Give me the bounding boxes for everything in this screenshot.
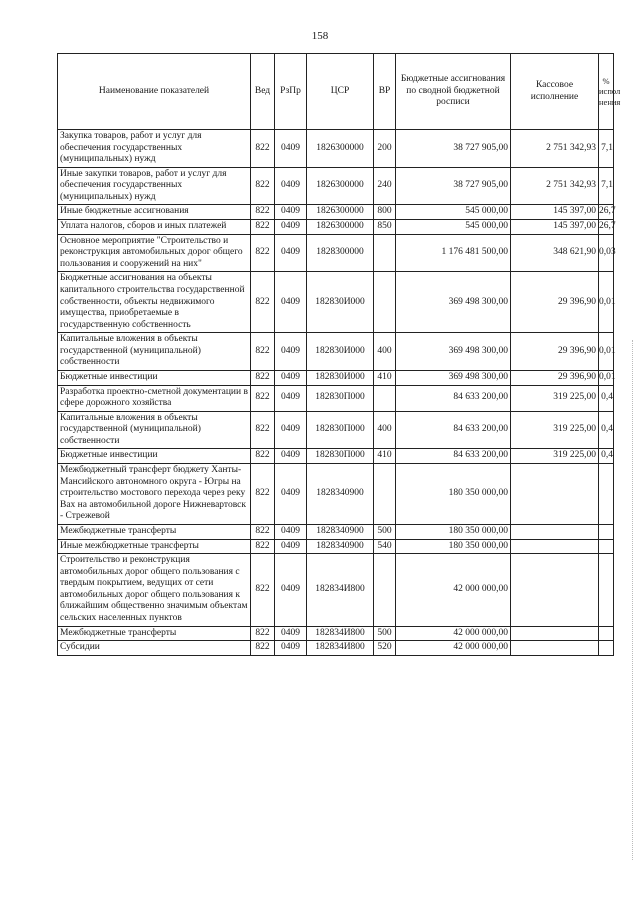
table-row xyxy=(58,524,614,539)
table-row xyxy=(58,464,614,525)
cell-cash: 2 751 342,93 xyxy=(511,167,599,205)
page-number: 158 xyxy=(311,30,329,42)
cell-csr: 182830И000 xyxy=(307,370,374,385)
cell-pct: 7,1 xyxy=(599,130,614,168)
cell-pct: 0,4 xyxy=(599,449,614,464)
table-row xyxy=(58,411,614,449)
cell-cash xyxy=(511,626,599,641)
cell-name: Уплата налогов, сборов и иных платежей xyxy=(58,220,251,235)
cell-vr: 200 xyxy=(374,130,396,168)
table-row xyxy=(58,234,614,272)
cell-rzpr: 0409 xyxy=(275,333,307,371)
table-row xyxy=(58,167,614,205)
cell-vr: 520 xyxy=(374,641,396,656)
cell-vr xyxy=(374,234,396,272)
table-row xyxy=(58,205,614,220)
cell-name: Бюджетные ассигнования на объекты капитального строительства государственной собственности, объекты недвижимого имущества, приобретаемые в государственную собственность xyxy=(58,272,251,333)
cell-cash: 2 751 342,93 xyxy=(511,130,599,168)
cell-csr: 1826300000 xyxy=(307,220,374,235)
header-pct: % испол нения xyxy=(599,54,614,130)
cell-rzpr: 0409 xyxy=(275,272,307,333)
cell-pct xyxy=(599,554,614,626)
cell-pct: 0,01 xyxy=(599,333,614,371)
cell-csr: 182834И800 xyxy=(307,626,374,641)
cell-cash: 145 397,00 xyxy=(511,220,599,235)
cell-pct: 0,4 xyxy=(599,385,614,411)
cell-ved: 822 xyxy=(251,220,275,235)
cell-csr: 182830П000 xyxy=(307,411,374,449)
cell-budget: 42 000 000,00 xyxy=(396,626,511,641)
cell-budget: 84 633 200,00 xyxy=(396,411,511,449)
cell-csr: 1826300000 xyxy=(307,167,374,205)
table-row xyxy=(58,626,614,641)
cell-csr: 182830П000 xyxy=(307,385,374,411)
cell-ved: 822 xyxy=(251,370,275,385)
cell-rzpr: 0409 xyxy=(275,385,307,411)
cell-csr: 1826300000 xyxy=(307,205,374,220)
cell-pct xyxy=(599,626,614,641)
cell-vr: 410 xyxy=(374,449,396,464)
cell-rzpr: 0409 xyxy=(275,130,307,168)
cell-name: Капитальные вложения в объекты государственной (муниципальной) собственности xyxy=(58,411,251,449)
cell-vr: 540 xyxy=(374,539,396,554)
cell-csr: 1828340900 xyxy=(307,464,374,525)
cell-cash xyxy=(511,554,599,626)
cell-csr: 1828300000 xyxy=(307,234,374,272)
cell-rzpr: 0409 xyxy=(275,411,307,449)
cell-pct xyxy=(599,539,614,554)
cell-budget: 180 350 000,00 xyxy=(396,524,511,539)
header-budget: Бюджетные ассигнования по сводной бюджетной росписи xyxy=(396,54,511,130)
cell-pct xyxy=(599,464,614,525)
cell-csr: 182834И800 xyxy=(307,641,374,656)
cell-name: Разработка проектно-сметной документации в сфере дорожного хозяйства xyxy=(58,385,251,411)
cell-csr: 182830И000 xyxy=(307,272,374,333)
cell-rzpr: 0409 xyxy=(275,626,307,641)
cell-cash: 145 397,00 xyxy=(511,205,599,220)
cell-ved: 822 xyxy=(251,626,275,641)
header-csr: ЦСР xyxy=(307,54,374,130)
cell-ved: 822 xyxy=(251,130,275,168)
table-row xyxy=(58,385,614,411)
table-row xyxy=(58,272,614,333)
cell-budget: 42 000 000,00 xyxy=(396,554,511,626)
table-row xyxy=(58,220,614,235)
cell-name: Основное мероприятие "Строительство и реконструкция автомобильных дорог общего пользования и сооружений на них" xyxy=(58,234,251,272)
cell-cash: 319 225,00 xyxy=(511,411,599,449)
cell-pct: 0,4 xyxy=(599,411,614,449)
cell-pct: 0,01 xyxy=(599,272,614,333)
cell-vr: 500 xyxy=(374,524,396,539)
header-ved: Вед xyxy=(251,54,275,130)
cell-rzpr: 0409 xyxy=(275,234,307,272)
cell-name: Бюджетные инвестиции xyxy=(58,370,251,385)
cell-name: Межбюджетные трансферты xyxy=(58,626,251,641)
header-vr: ВР xyxy=(374,54,396,130)
cell-budget: 545 000,00 xyxy=(396,205,511,220)
cell-vr: 400 xyxy=(374,333,396,371)
cell-budget: 1 176 481 500,00 xyxy=(396,234,511,272)
table-row xyxy=(58,333,614,371)
cell-rzpr: 0409 xyxy=(275,539,307,554)
cell-cash xyxy=(511,464,599,525)
cell-budget: 84 633 200,00 xyxy=(396,449,511,464)
budget-execution-table xyxy=(57,53,621,656)
cell-cash: 319 225,00 xyxy=(511,385,599,411)
cell-budget: 84 633 200,00 xyxy=(396,385,511,411)
cell-csr: 1828340900 xyxy=(307,524,374,539)
cell-ved: 822 xyxy=(251,234,275,272)
cell-budget: 369 498 300,00 xyxy=(396,333,511,371)
cell-cash xyxy=(511,539,599,554)
cell-vr xyxy=(374,464,396,525)
cell-rzpr: 0409 xyxy=(275,641,307,656)
table-body xyxy=(58,130,614,656)
cell-budget: 369 498 300,00 xyxy=(396,370,511,385)
table-row xyxy=(58,370,614,385)
cell-budget: 545 000,00 xyxy=(396,220,511,235)
cell-cash: 319 225,00 xyxy=(511,449,599,464)
cell-cash: 29 396,90 xyxy=(511,272,599,333)
cell-rzpr: 0409 xyxy=(275,554,307,626)
cell-budget: 38 727 905,00 xyxy=(396,167,511,205)
cell-budget: 369 498 300,00 xyxy=(396,272,511,333)
page-edge-mark xyxy=(632,340,634,860)
cell-pct xyxy=(599,641,614,656)
cell-ved: 822 xyxy=(251,641,275,656)
table-row xyxy=(58,449,614,464)
cell-csr: 182830П000 xyxy=(307,449,374,464)
cell-csr: 1828340900 xyxy=(307,539,374,554)
cell-pct: 26,7 xyxy=(599,220,614,235)
cell-ved: 822 xyxy=(251,524,275,539)
cell-ved: 822 xyxy=(251,272,275,333)
cell-rzpr: 0409 xyxy=(275,370,307,385)
cell-name: Иные бюджетные ассигнования xyxy=(58,205,251,220)
cell-name: Иные закупки товаров, работ и услуг для обеспечения государственных (муниципальных) нужд xyxy=(58,167,251,205)
table-row xyxy=(58,641,614,656)
cell-vr: 800 xyxy=(374,205,396,220)
table-row xyxy=(58,130,614,168)
cell-name: Бюджетные инвестиции xyxy=(58,449,251,464)
cell-ved: 822 xyxy=(251,333,275,371)
cell-ved: 822 xyxy=(251,464,275,525)
cell-vr: 850 xyxy=(374,220,396,235)
cell-vr xyxy=(374,554,396,626)
header-rzpr: РзПр xyxy=(275,54,307,130)
cell-pct: 0,01 xyxy=(599,370,614,385)
cell-budget: 38 727 905,00 xyxy=(396,130,511,168)
cell-vr: 410 xyxy=(374,370,396,385)
cell-pct: 0,03 xyxy=(599,234,614,272)
cell-rzpr: 0409 xyxy=(275,220,307,235)
cell-cash: 348 621,90 xyxy=(511,234,599,272)
cell-rzpr: 0409 xyxy=(275,167,307,205)
cell-name: Межбюджетный трансферт бюджету Ханты-Мансийского автономного округа - Югры на строительство мостового перехода через реку Вах на автомобильной дороге Нижневартовск - Стрежевой xyxy=(58,464,251,525)
cell-pct: 7,1 xyxy=(599,167,614,205)
cell-ved: 822 xyxy=(251,385,275,411)
cell-name: Строительство и реконструкция автомобильных дорог общего пользования с твердым покрытием, ведущих от сети автомобильных дорог общего пользования к ближайшим общественно значимым объектам сельских населенных пунктов xyxy=(58,554,251,626)
cell-pct xyxy=(599,524,614,539)
header-cash: Кассовое исполнение xyxy=(511,54,599,130)
cell-budget: 180 350 000,00 xyxy=(396,539,511,554)
table-row xyxy=(58,554,614,626)
cell-cash xyxy=(511,641,599,656)
cell-ved: 822 xyxy=(251,539,275,554)
cell-ved: 822 xyxy=(251,554,275,626)
cell-vr xyxy=(374,272,396,333)
cell-ved: 822 xyxy=(251,449,275,464)
cell-csr: 182830И000 xyxy=(307,333,374,371)
cell-ved: 822 xyxy=(251,167,275,205)
cell-rzpr: 0409 xyxy=(275,464,307,525)
cell-budget: 180 350 000,00 xyxy=(396,464,511,525)
cell-csr: 1826300000 xyxy=(307,130,374,168)
cell-cash xyxy=(511,524,599,539)
cell-name: Закупка товаров, работ и услуг для обеспечения государственных (муниципальных) нужд xyxy=(58,130,251,168)
cell-budget: 42 000 000,00 xyxy=(396,641,511,656)
header-name: Наименование показателей xyxy=(58,54,251,130)
table-header-row xyxy=(58,54,614,130)
cell-rzpr: 0409 xyxy=(275,524,307,539)
cell-rzpr: 0409 xyxy=(275,449,307,464)
cell-name: Капитальные вложения в объекты государственной (муниципальной) собственности xyxy=(58,333,251,371)
cell-vr: 400 xyxy=(374,411,396,449)
cell-ved: 822 xyxy=(251,205,275,220)
cell-cash: 29 396,90 xyxy=(511,333,599,371)
cell-vr xyxy=(374,385,396,411)
cell-name: Иные межбюджетные трансферты xyxy=(58,539,251,554)
cell-name: Субсидии xyxy=(58,641,251,656)
cell-csr: 182834И800 xyxy=(307,554,374,626)
cell-name: Межбюджетные трансферты xyxy=(58,524,251,539)
cell-cash: 29 396,90 xyxy=(511,370,599,385)
cell-ved: 822 xyxy=(251,411,275,449)
table-row xyxy=(58,539,614,554)
cell-vr: 240 xyxy=(374,167,396,205)
cell-pct: 26,7 xyxy=(599,205,614,220)
cell-vr: 500 xyxy=(374,626,396,641)
cell-rzpr: 0409 xyxy=(275,205,307,220)
